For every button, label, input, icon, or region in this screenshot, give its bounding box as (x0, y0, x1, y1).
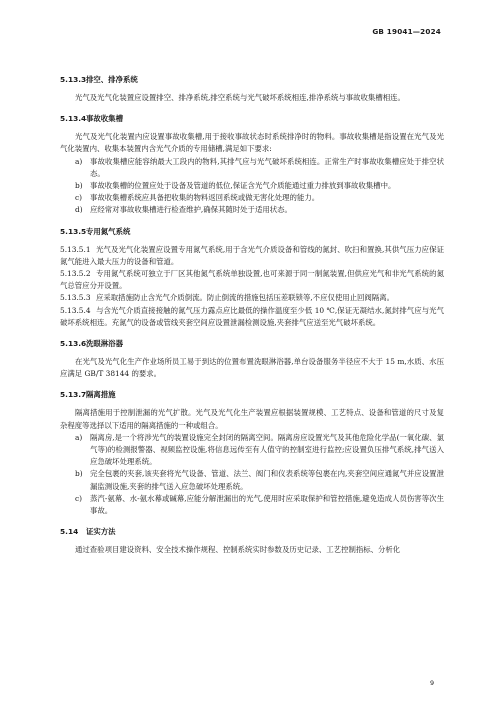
list-marker: c) (75, 193, 83, 203)
list-item-text: 蒸汽-氨幕、水-氨水幕或碱幕,应能分解泄漏出的光气,使用时应采取保护和管控措施,避免造成人员伤害等次生事故。 (90, 493, 444, 516)
clause (60, 268, 444, 292)
list-item (60, 180, 444, 192)
list-marker: b) (75, 469, 83, 479)
section-heading-5-13-3 (60, 74, 444, 86)
section-heading-5-14 (60, 526, 444, 538)
section-heading-5-13-7 (60, 389, 444, 401)
list-marker: a) (75, 432, 83, 442)
list-item-text: 隔离房,是一个将涉光气的装置设施完全封闭的隔离空间。隔离房应设置光气及其他危险化学品(一氧化碳、氯气等)的检测报警器、视频监控设施,将信息远传至有人值守的控制室进行监控;应设置负压排气系统,排气送入应急破坏处理系统。 (90, 432, 444, 467)
section-number: 5.14 (60, 527, 79, 537)
clause-number: 5.13.5.1 (60, 244, 91, 254)
section-title: 专用氮气系统 (86, 226, 131, 236)
list-marker: a) (75, 156, 83, 166)
section-number: 5.13.3 (60, 75, 87, 84)
list-item (60, 192, 444, 204)
paragraph: 隔离措施用于控制泄漏的光气扩散。光气及光气化生产装置应根据装置规模、工艺特点、设备和管道的尺寸及复杂程度等选择以下适用的隔离措施的一种或组合。 (60, 408, 444, 430)
clause (60, 244, 444, 268)
section-number: 5.13.4 (60, 114, 87, 124)
section-heading-5-13-5 (60, 226, 444, 238)
section-title: 证实方法 (86, 527, 116, 537)
list-item-text: 应经常对事故收集槽进行检查维护,确保其随时处于适用状态。 (90, 205, 292, 215)
clause-text: 与含光气介质直接接触的氮气压力露点应比最低的操作温度至少低 10 ℃,保证无凝结水,氮封排气应与光气破坏系统相连。充氮气的设备或管线夹套空间应设置泄漏检测设施,夹套排气应送至光气破坏系统。 (60, 305, 444, 327)
section-number: 5.13.7 (60, 390, 87, 400)
page-number: 9 (430, 679, 435, 687)
list-marker: c) (75, 493, 83, 503)
section-title: 洗眼淋浴器 (86, 339, 123, 349)
paragraph: 通过查验项目建设资料、安全技术操作规程、控制系统实时参数及历史记录、工艺控制指标、分析化 (75, 545, 401, 555)
section-title: 隔离措施 (86, 390, 116, 400)
list-item (60, 468, 444, 492)
list-marker: d) (75, 205, 83, 215)
list-marker: b) (75, 181, 83, 191)
clause (60, 305, 444, 329)
section-title: 事故收集槽 (86, 114, 123, 124)
section-heading-5-13-4 (60, 113, 444, 125)
clause-text: 应采取措施防止含光气介质倒流。防止倒流的措施包括压差联锁等,不应仅使用止回阀隔离。 (96, 293, 394, 303)
section-heading-5-13-6 (60, 338, 444, 350)
list-item-text: 事故收集槽应能容纳最大工段内的物料,其排气应与光气破坏系统相连。正常生产时事故收集槽应处于排空状态。 (90, 156, 444, 178)
list-item (60, 493, 444, 517)
standard-code: GB 19041—2024 (372, 27, 441, 36)
list-item-text: 事故收集槽的位置应处于设备及管道的低位,保证含光气介质能通过重力排放到事故收集槽中。 (90, 181, 396, 191)
section-number: 5.13.5 (60, 226, 87, 236)
list-item (60, 204, 444, 216)
list-item (60, 156, 444, 180)
paragraph: 光气及光气化装置应设置排空、排净系统,排空系统与光气破坏系统相连,排净系统与事故收集槽相连。 (75, 93, 405, 102)
paragraph: 光气及光气化装置内应设置事故收集槽,用于接收事故状态时系统排净时的物料。事故收集槽是指设置在光气及光气化装置内、收集本装置内含光气介质的专用储槽,满足如下要求: (60, 132, 444, 154)
paragraph: 在光气及光气化生产作业场所员工易于到达的位置布置洗眼淋浴器,单台设备服务半径应不大于 15 m,水质、水压应满足 GB/T 38144 的要求。 (60, 357, 444, 379)
clause-number: 5.13.5.4 (60, 305, 91, 315)
clause-number: 5.13.5.2 (60, 269, 91, 279)
clause-number: 5.13.5.3 (60, 293, 91, 303)
clause-text: 光气及光气化装置应设置专用氮气系统,用于含光气介质设备和管线的氮封、吹扫和置换,其供气压力应保证氮气能进入最大压力的设备和管道。 (60, 244, 444, 266)
clause (60, 292, 444, 304)
document-body (60, 74, 444, 556)
clause-text: 专用氮气系统可独立于厂区其他氮气系统单独设置,也可来源于同一制氮装置,但供应光气和非光气系统的氮气总管应分开设置。 (60, 269, 444, 291)
list-item-text: 事故收集槽系统应具备把收集的物料返回系统或做无害化处理的能力。 (90, 193, 320, 203)
section-title: 排空、排净系统 (86, 75, 138, 84)
list-item (60, 432, 444, 469)
section-number: 5.13.6 (60, 339, 87, 349)
list-item-text: 完全包裹的夹套,该夹套将光气设备、管道、法兰、阀门和仪表系统等包裹在内,夹套空间应通氮气并应设置泄漏监测设施,夹套的排气送入应急破坏处理系统。 (90, 469, 444, 491)
